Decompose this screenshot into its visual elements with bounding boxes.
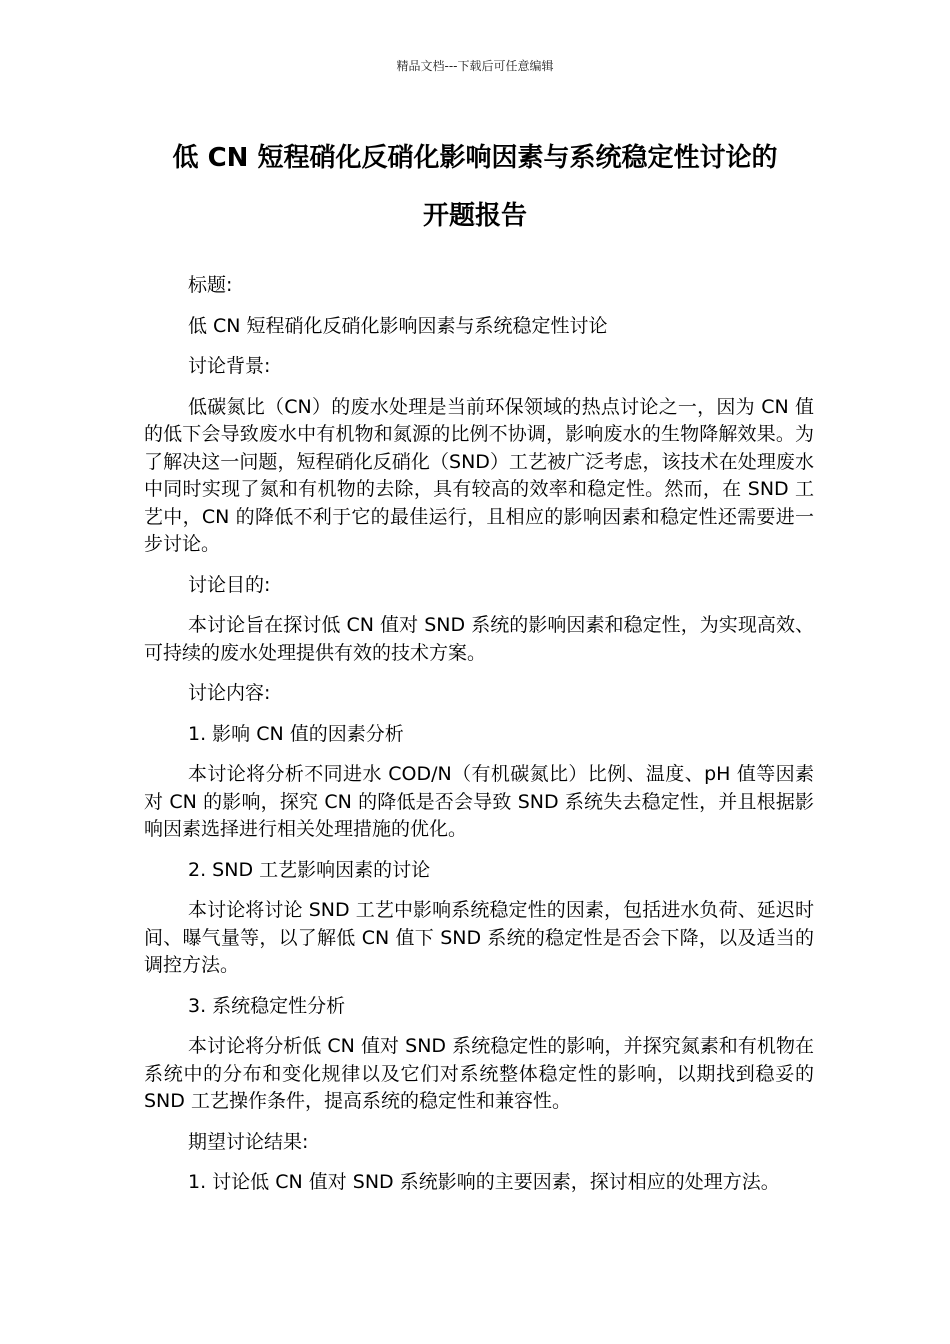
background-label: 讨论背景: <box>188 355 271 377</box>
document-title-line-2: 开题报告 <box>422 201 527 231</box>
purpose-paragraph: 本讨论旨在探讨低 CN 值对 SND 系统的影响因素和稳定性，为实现高效、可持续的废水处理提供有效的技术方案。 <box>144 614 814 664</box>
item-3-paragraph: 本讨论将分析低 CN 值对 SND 系统稳定性的影响，并探究氮素和有机物在系统中的分布和变化规律以及它们对系统整体稳定性的影响，以期找到稳妥的 SND 工艺操作条件，提高系统的稳定性和兼容性。 <box>144 1035 814 1112</box>
document-title-line-1: 低 CN 短程硝化反硝化影响因素与系统稳定性讨论的 <box>172 143 778 173</box>
item-2-paragraph: 本讨论将讨论 SND 工艺中影响系统稳定性的因素，包括进水负荷、延迟时间、曝气量等，以了解低 CN 值下 SND 系统的稳定性是否会下降，以及适当的调控方法。 <box>144 899 814 976</box>
item-1-title: 1. 影响 CN 值的因素分析 <box>188 722 404 745</box>
item-3-title: 3. 系统稳定性分析 <box>188 994 346 1017</box>
item-2-title: 2. SND 工艺影响因素的讨论 <box>188 858 431 881</box>
content-label: 讨论内容: <box>188 682 271 704</box>
document-body <box>144 272 814 1210</box>
result-1-text: 1. 讨论低 CN 值对 SND 系统影响的主要因素，探讨相应的处理方法。 <box>188 1171 780 1193</box>
purpose-label: 讨论目的: <box>188 573 271 596</box>
header-note: 精品文档---下载后可任意编辑 <box>396 59 554 73</box>
item-1-paragraph: 本讨论将分析不同进水 COD/N（有机碳氮比）比例、温度、pH 值等因素对 CN 的影响，探究 CN 的降低是否会导致 SND 系统失去稳定性，并且根据影响因素选择进行相关处理措施的优化。 <box>144 763 814 840</box>
title-text: 低 CN 短程硝化反硝化影响因素与系统稳定性讨论 <box>188 314 608 337</box>
title-label: 标题: <box>188 274 233 296</box>
background-paragraph: 低碳氮比（CN）的废水处理是当前环保领域的热点讨论之一，因为 CN 值的低下会导致废水中有机物和氮源的比例不协调，影响废水的生物降解效果。为了解决这一问题，短程硝化反硝化（SND）工艺被广泛考虑，该技术在处理废水中同时实现了氮和有机物的去除，具有较高的效率和稳定性。然而，在 SND 工艺中，CN 的降低不利于它的最佳运行，且相应的影响因素和稳定性还需要进一步讨论。 <box>144 395 814 555</box>
results-label: 期望讨论结果: <box>188 1130 309 1153</box>
